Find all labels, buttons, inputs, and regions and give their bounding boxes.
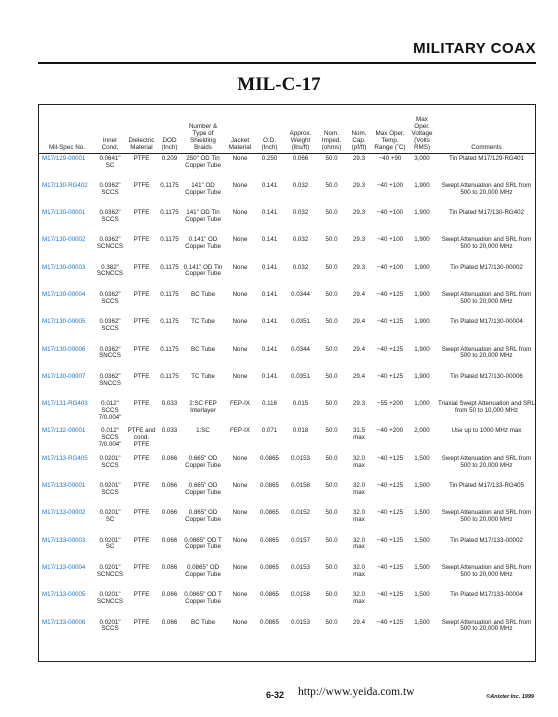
cell-od: 0.0865 (260, 563, 279, 571)
cell-comments: Tin Plated M17/130-00006 (450, 372, 523, 380)
cell-od: 0.116 (261, 400, 278, 408)
cell-jacket: None (232, 536, 248, 544)
col-header-temp: Max Oper. Temp. Range (˚C) (372, 105, 408, 154)
table-row (39, 536, 536, 563)
cell-dod: 0.066 (161, 454, 178, 462)
cell-volt: 1,900 (414, 345, 430, 353)
cell-jacket: None (232, 618, 248, 626)
cell-jacket: None (232, 563, 248, 571)
cell-volt: 1,900 (414, 372, 430, 380)
table-row (39, 345, 536, 372)
cell-comments: Tin Plated M17/130-RG402 (448, 209, 525, 217)
cell-braids: 141" OD Copper Tube (185, 181, 221, 196)
spec-title: MIL-C-17 (237, 74, 321, 95)
cell-volt: 1,900 (414, 181, 430, 189)
table-row (39, 426, 536, 453)
cell-cap: 29.4 (352, 290, 366, 298)
cell-spec[interactable]: M17/130-00002 (42, 236, 86, 244)
cell-weight: 0.0351 (291, 318, 310, 326)
cell-volt: 1,900 (414, 236, 430, 244)
cell-comments: Swept Attenuation and SRL from 500 to 20,000 MHz (441, 345, 532, 360)
cell-jacket: None (232, 482, 248, 490)
cell-braids: 0.141" OD Tin Copper Tube (183, 263, 223, 278)
col-header-volt: Max Oper. Voltage (Volts RMS) (408, 105, 436, 154)
cell-inner: 0.0362" SCNCCS (96, 236, 124, 251)
table-row (39, 181, 536, 208)
cell-temp: −40 +125 (376, 345, 404, 353)
cell-inner: 0.0362" SCCS (99, 318, 121, 333)
cell-cap: 32.0 max (352, 536, 366, 551)
table-row (39, 154, 536, 181)
cell-dielectric: PTFE (133, 400, 150, 408)
cell-jacket: None (232, 372, 248, 380)
cell-cap: 29.4 (352, 618, 366, 626)
cell-od: 0.141 (261, 236, 278, 244)
cell-jacket: None (232, 290, 248, 298)
cell-inner: 0.0201" SCCS (99, 482, 121, 496)
table-body (39, 154, 536, 645)
cell-jacket: FEP-IX (230, 400, 250, 408)
cell-volt: 3,000 (414, 155, 430, 162)
cell-dod: 0.066 (161, 509, 178, 517)
cell-weight: 0.0158 (291, 482, 310, 490)
cell-jacket: None (232, 263, 248, 271)
cell-dod: 0.033 (161, 427, 178, 435)
cell-imped: 50.0 (325, 563, 338, 571)
table-row (39, 454, 536, 481)
cell-volt: 1,000 (414, 400, 430, 408)
cell-comments: Swept Attenuation and SRL from 500 to 20,000 MHz (441, 509, 532, 524)
cell-volt: 1,500 (414, 618, 430, 626)
cell-weight: 0.0158 (291, 591, 310, 599)
cell-inner: 0.0641" SC (99, 155, 121, 169)
col-header-inner: Inner Cond. (95, 105, 125, 154)
cell-volt: 1,900 (414, 318, 430, 326)
cell-inner: 0.0201" SCNCCS (96, 563, 124, 578)
cell-weight: 0.032 (292, 263, 309, 271)
table-row (39, 481, 536, 508)
cell-temp: −40 +100 (376, 181, 404, 189)
cell-inner: 0.0201" SCNCCS (96, 591, 124, 606)
cell-dod: 0.1175 (160, 290, 179, 298)
cell-spec[interactable]: M17/133-00001 (42, 482, 86, 490)
cell-weight: 0.0344 (291, 290, 310, 298)
cell-temp: −40 +125 (376, 509, 404, 517)
cell-cap: 32.0 max (352, 482, 366, 496)
cell-imped: 50.0 (325, 454, 338, 462)
cell-dod: 0.066 (161, 563, 178, 571)
cell-braids: 0.865" OD Copper Tube (185, 509, 221, 524)
cell-spec[interactable]: M17/132-00001 (42, 427, 86, 435)
cell-dielectric: PTFE (133, 263, 150, 271)
cell-jacket: None (232, 454, 248, 462)
cell-spec[interactable]: M17/130-00001 (42, 209, 86, 217)
cell-weight: 0.018 (292, 427, 309, 435)
cell-jacket: None (232, 345, 248, 353)
cell-braids: 0.0865" OD Copper Tube (185, 563, 221, 578)
cell-comments: Swept Attenuation and SRL from 500 to 20,000 MHz (441, 563, 532, 578)
cell-od: 0.141 (261, 290, 278, 298)
cell-volt: 1,500 (414, 509, 430, 517)
cell-imped: 50.0 (325, 290, 338, 298)
cell-braids: 250" OD Tin Copper Tube (185, 155, 221, 169)
cell-braids: 0.141" OD Copper Tube (185, 236, 221, 251)
cell-comments: Tin Plated M17/133-RG405 (448, 482, 525, 490)
cell-dod: 0.033 (161, 400, 178, 408)
cell-comments: Tin Plated M17/133-00004 (450, 591, 523, 599)
cell-braids: 0.0865" OD T Copper Tube (184, 536, 222, 551)
cell-braids: BC Tube (190, 618, 216, 626)
cell-imped: 50.0 (325, 427, 338, 435)
cell-spec[interactable]: M17/131-RG403 (42, 400, 88, 408)
cell-od: 0.141 (261, 181, 278, 189)
cell-od: 0.0865 (260, 591, 279, 599)
cell-imped: 50.0 (325, 536, 338, 544)
cell-spec[interactable]: M17/130-00006 (42, 345, 86, 353)
cell-temp: −40 +100 (376, 209, 404, 217)
cell-cap: 29.3 (352, 209, 366, 217)
cell-cap: 29.4 (352, 318, 366, 326)
cell-weight: 0.0153 (291, 454, 310, 462)
cell-braids: 0.665" OD Copper Tube (185, 482, 221, 496)
cell-comments: Triaxial Swept Attenuation and SRL from 50 to 10,000 MHz (437, 400, 536, 414)
cell-temp: −40 +200 (376, 427, 404, 435)
cell-imped: 50.0 (325, 236, 338, 244)
cell-volt: 1,500 (414, 482, 430, 490)
cell-weight: 0.032 (292, 181, 309, 189)
cell-dod: 0.1175 (160, 263, 179, 271)
cell-volt: 1,900 (414, 209, 430, 217)
table-row (39, 290, 536, 317)
cell-weight: 0.0344 (291, 345, 310, 353)
cell-comments: Tin Plated M17/130-00004 (450, 318, 523, 326)
table-row (39, 372, 536, 399)
table-row (39, 618, 536, 645)
cell-dielectric: PTFE (133, 454, 150, 462)
cell-temp: −40 +125 (376, 318, 404, 326)
table-row (39, 317, 536, 344)
cell-imped: 50.0 (325, 181, 338, 189)
cell-imped: 50.0 (325, 591, 338, 599)
cell-weight: 0.0157 (291, 536, 310, 544)
cell-od: 0.141 (261, 209, 278, 217)
cell-braids: BC Tube (190, 290, 216, 298)
cell-weight: 0.0153 (291, 618, 310, 626)
cell-dod: 0.209 (161, 155, 178, 162)
page-number: 6-32 (266, 690, 285, 700)
cell-spec[interactable]: M17/130-00007 (42, 372, 86, 380)
cell-cap: 29.3 (352, 155, 366, 162)
col-header-cap: Nom. Cap. (pf/ft) (346, 105, 372, 154)
spec-table (39, 105, 536, 645)
col-header-spec: Mil-Spec No. (39, 105, 95, 154)
cell-dod: 0.1175 (160, 236, 179, 244)
website-url: http://www.yeida.com.tw (298, 686, 415, 698)
cell-comments: Swept Attenuation and SRL from 500 to 20,000 MHz (441, 618, 532, 633)
cell-comments: Tin Plated M17/133-00002 (450, 536, 523, 544)
cell-od: 0.0865 (260, 536, 279, 544)
cell-cap: 32.0 max (352, 591, 366, 606)
cell-comments: Tin Plated M17/129-RG401 (448, 155, 525, 162)
cell-od: 0.250 (261, 155, 278, 162)
cell-volt: 1,500 (414, 563, 430, 571)
header-rule (38, 62, 536, 64)
cell-comments: Swept Attenuation and SRL from 500 to 20,000 MHz (441, 290, 532, 305)
cell-braids: 0.0865" OD T Copper Tube (184, 591, 222, 606)
table-header-row (39, 105, 536, 154)
cell-spec[interactable]: M17/130-00004 (42, 290, 86, 298)
cell-inner: 0.012" SCCS 7/0.004" (98, 427, 122, 449)
cell-dielectric: PTFE (133, 536, 150, 544)
cell-imped: 50.0 (325, 263, 338, 271)
cell-temp: −40 +125 (376, 372, 404, 380)
cell-temp: −40 +90 (378, 155, 402, 162)
cell-spec[interactable]: M17/129-00001 (42, 155, 86, 162)
cell-temp: −40 +125 (376, 482, 404, 490)
cell-dod: 0.1175 (160, 209, 179, 217)
cell-weight: 0.0152 (291, 509, 310, 517)
cell-imped: 50.0 (325, 400, 338, 408)
cell-volt: 1,900 (414, 290, 430, 298)
cell-cap: 29.3 (352, 400, 366, 408)
cell-cap: 29.3 (352, 181, 366, 189)
cell-inner: 0.0201" SC (99, 536, 121, 551)
cell-spec[interactable]: M17/133-RG405 (42, 454, 88, 462)
cell-od: 0.141 (261, 345, 278, 353)
cell-spec[interactable]: M17/133-00003 (42, 536, 86, 544)
col-header-od: O.D. (Inch) (255, 105, 284, 154)
cell-temp: −40 +125 (376, 290, 404, 298)
cell-jacket: None (232, 209, 248, 217)
col-header-imped: Nom. Imped. (ohms) (317, 105, 346, 154)
table-row (39, 235, 536, 262)
cell-dielectric: PTFE (133, 155, 150, 162)
cell-braids: 1:SC (196, 427, 210, 435)
cell-inner: 0.012" SCCS 7/0.004" (98, 400, 122, 421)
cell-dielectric: PTFE (133, 372, 150, 380)
cell-comments: Tin Plated M17/130-00002 (450, 263, 523, 271)
cell-braids: TC Tube (191, 318, 215, 326)
cell-weight: 0.066 (292, 155, 309, 162)
cell-spec[interactable]: M17/133-00005 (42, 591, 86, 599)
table-row (39, 590, 536, 617)
cell-inner: 0.0362" SCCS (99, 181, 121, 196)
cell-comments: Swept Attenuation and SRL from 500 to 20,000 MHz (441, 236, 532, 251)
cell-cap: 29.4 (352, 372, 366, 380)
cell-temp: −40 +125 (376, 591, 404, 599)
cell-dod: 0.1175 (160, 345, 179, 353)
cell-weight: 0.032 (292, 209, 309, 217)
cell-inner: 0.0201" SC (99, 509, 121, 524)
cell-od: 0.141 (261, 263, 278, 271)
cell-od: 0.0865 (260, 454, 279, 462)
col-header-dod: DOD (Inch) (158, 105, 181, 154)
cell-dielectric: PTFE (133, 345, 150, 353)
cell-dod: 0.1175 (160, 372, 179, 380)
cell-od: 0.071 (261, 427, 278, 435)
cell-volt: 1,900 (414, 263, 430, 271)
cell-spec[interactable]: M17/130-RG402 (42, 181, 88, 189)
cell-dod: 0.066 (161, 482, 178, 490)
cell-inner: 0.382" SCNCCS (96, 263, 124, 278)
cell-dielectric: PTFE (133, 290, 150, 298)
cell-dielectric: PTFE (133, 618, 150, 626)
cell-inner: 0.0201" SCCS (99, 454, 121, 469)
copyright-note: ©Anixter Inc. 1999 (486, 694, 534, 700)
cell-cap: 32.0 max (352, 454, 366, 469)
cell-spec[interactable]: M17/133-00004 (42, 563, 86, 571)
cell-imped: 50.0 (325, 482, 338, 490)
cell-spec[interactable]: M17/133-00002 (42, 509, 86, 517)
cell-dielectric: PTFE and cond. PTFE (127, 427, 156, 449)
cell-braids: TC Tube (191, 372, 215, 380)
cell-temp: −40 +100 (376, 236, 404, 244)
cell-imped: 50.0 (325, 372, 338, 380)
cell-inner: 0.0362" SNCCS (99, 345, 121, 360)
cell-cap: 29.3 (352, 263, 366, 271)
cell-braids: BC Tube (190, 345, 216, 353)
cell-jacket: None (232, 591, 248, 599)
spec-table-frame (38, 104, 536, 662)
col-header-comments: Comments (436, 105, 536, 154)
cell-comments: Swept Attenuation and SRL from 500 to 20,000 MHz (441, 181, 532, 196)
cell-dielectric: PTFE (133, 236, 150, 244)
cell-od: 0.0865 (260, 509, 279, 517)
cell-spec[interactable]: M17/133-00006 (42, 618, 86, 626)
cell-weight: 0.0351 (291, 372, 310, 380)
cell-inner: 0.0362" SCCS (99, 209, 121, 223)
cell-dielectric: PTFE (133, 591, 150, 599)
col-header-weight: Approx. Weight (lbs/ft) (284, 105, 317, 154)
cell-spec[interactable]: M17/130-00005 (42, 318, 86, 326)
cell-od: 0.0865 (260, 618, 279, 626)
cell-jacket: None (232, 155, 248, 162)
cell-cap: 29.3 (352, 236, 366, 244)
cell-imped: 50.0 (325, 209, 338, 217)
table-row (39, 208, 536, 235)
table-row (39, 399, 536, 426)
cell-temp: −40 +125 (376, 454, 404, 462)
col-header-jacket: Jacket Material (225, 105, 255, 154)
cell-braids: 0.665" OD Copper Tube (185, 454, 221, 469)
cell-braids: 141" OD Tin Copper Tube (185, 209, 221, 223)
cell-dielectric: PTFE (133, 563, 150, 571)
cell-volt: 1,500 (414, 591, 430, 599)
cell-weight: 0.015 (292, 400, 309, 408)
cell-volt: 1,500 (414, 454, 430, 462)
table-row (39, 263, 536, 290)
cell-cap: 29.4 (352, 345, 366, 353)
cell-dod: 0.066 (161, 591, 178, 599)
col-header-dielectric: Dielectric Material (125, 105, 158, 154)
cell-comments: Use up to 1000 MHz max (451, 427, 522, 435)
cell-jacket: None (232, 181, 248, 189)
col-header-braids: Number & Type of Shielding Braids (181, 105, 225, 154)
cell-inner: 0.0201" SCCS (99, 618, 121, 633)
cell-imped: 50.0 (325, 618, 338, 626)
cell-temp: −55 +200 (376, 400, 404, 408)
cell-temp: −40 +125 (376, 563, 404, 571)
cell-dielectric: PTFE (133, 318, 150, 326)
table-row (39, 508, 536, 535)
cell-volt: 1,500 (414, 536, 430, 544)
cell-inner: 0.0362" SNCCS (99, 372, 121, 387)
cell-dielectric: PTFE (133, 209, 150, 217)
cell-weight: 0.032 (292, 236, 309, 244)
cell-od: 0.141 (261, 372, 278, 380)
cell-imped: 50.0 (325, 345, 338, 353)
cell-imped: 50.0 (325, 155, 338, 162)
cell-comments: Swept Attenuation and SRL from 500 to 20,000 MHz (441, 454, 532, 469)
cell-jacket: FEP-IX (230, 427, 250, 435)
cell-volt: 2,000 (414, 427, 430, 435)
cell-jacket: None (232, 236, 248, 244)
cell-spec[interactable]: M17/130-00003 (42, 263, 86, 271)
cell-cap: 32.0 max (352, 509, 366, 524)
cell-od: 0.141 (261, 318, 278, 326)
cell-dielectric: PTFE (133, 482, 150, 490)
cell-dod: 0.066 (161, 536, 178, 544)
cell-weight: 0.0153 (291, 563, 310, 571)
cell-braids: 2:SC FEP Interlayer (189, 400, 217, 414)
section-title: MILITARY COAX (413, 40, 536, 57)
cell-dielectric: PTFE (133, 509, 150, 517)
cell-cap: 31.5 max (352, 427, 366, 442)
cell-dielectric: PTFE (133, 181, 150, 189)
cell-jacket: None (232, 509, 248, 517)
cell-temp: −40 +125 (376, 536, 404, 544)
cell-imped: 50.0 (325, 318, 338, 326)
cell-od: 0.0865 (260, 482, 279, 490)
cell-cap: 32.0 max (352, 563, 366, 578)
cell-temp: −40 +125 (376, 618, 404, 626)
table-row (39, 563, 536, 590)
cell-jacket: None (232, 318, 248, 326)
cell-dod: 0.1175 (160, 318, 179, 326)
cell-dod: 0.066 (161, 618, 178, 626)
cell-imped: 50.0 (325, 509, 338, 517)
cell-inner: 0.0362" SCCS (99, 290, 121, 305)
cell-temp: −40 +100 (376, 263, 404, 271)
cell-dod: 0.1175 (160, 181, 179, 189)
